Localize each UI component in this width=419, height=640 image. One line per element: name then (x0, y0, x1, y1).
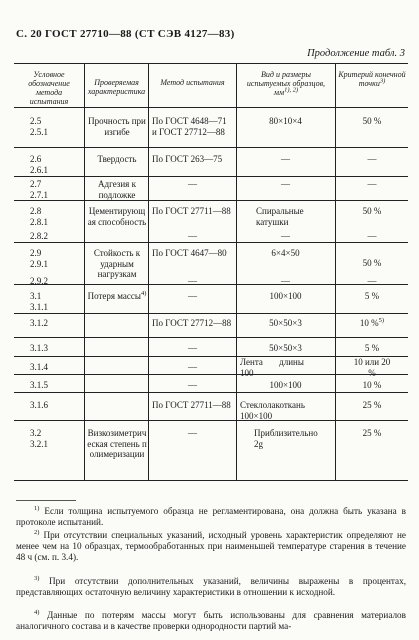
row-separator (14, 200, 408, 201)
footnote: $^{1)}$ Если толщина испытуемого образца не регламентирована, она должна быть указана в протоколе испытаний. (16, 504, 407, 527)
method-code-cell: 2.5 2.5.1 (30, 116, 48, 137)
column-header-characteristic: Проверяемая характеристика (87, 78, 146, 96)
row-separator (14, 356, 408, 357)
footnote: $^{2)}$ При отсутствии специальных указаний, исходный уровень характеристик определяют не менее чем на 10 образцах, термообработанных при наименьшей температуре старения в течение 48 ч (см. п. 3.4). (16, 528, 407, 562)
test-method-cell: — (188, 276, 197, 286)
column-header-end-point: Критерий конечной точки$^{3)}$ (338, 70, 406, 88)
row-separator (14, 337, 408, 338)
characteristic-cell: Визкозиметрическая степень полимеризации (87, 428, 147, 459)
sample-cell: Приблизительно 2g (254, 428, 318, 449)
sample-cell: Лента длины 100 (240, 357, 304, 378)
test-method-cell: — (188, 362, 197, 372)
test-method-cell: — (188, 231, 197, 241)
characteristic-cell: Прочность при изгибе (88, 116, 146, 137)
page-header: С. 20 ГОСТ 27710—88 (СТ СЭВ 4127—83) (16, 28, 235, 40)
method-code-cell: 2.8 2.8.1 (30, 206, 48, 227)
row-separator (14, 147, 408, 148)
table-continuation-label: Продолжение табл. 3 (307, 48, 405, 59)
method-code-cell: 3.1.3 (30, 343, 48, 353)
test-method-cell: — (188, 428, 197, 438)
column-divider (148, 63, 149, 480)
test-method-cell: По ГОСТ 27711—88 (152, 400, 231, 410)
end-point-cell: 10 или 20 % (353, 357, 391, 378)
column-header-method-code: Условное обозначение метода испытания (28, 70, 70, 106)
sample-cell: 100×100 (269, 380, 302, 390)
end-point-cell: 50 % (362, 258, 382, 268)
sample-cell: — (281, 179, 290, 189)
method-code-cell: 3.1.6 (30, 400, 48, 410)
column-divider (84, 63, 85, 480)
sample-cell: Стеклолакоткань 100×100 (240, 400, 305, 421)
end-point-cell: — (367, 154, 377, 164)
table-bottom-rule (14, 480, 408, 481)
sample-cell: 50×50×3 (269, 318, 302, 328)
characteristic-cell: Цементирующая способность (87, 206, 147, 227)
method-code-cell: 2.7 2.7.1 (30, 179, 48, 200)
row-separator (14, 374, 408, 375)
sample-cell: 80×10×4 (269, 116, 302, 126)
row-separator (14, 242, 408, 243)
test-method-cell: — (188, 179, 197, 189)
end-point-cell: 10 % (362, 380, 382, 390)
characteristic-cell: Потеря массы$^{4)}$ (87, 290, 147, 301)
end-point-cell: 10 %$^{5)}$ (359, 317, 385, 328)
method-code-cell: 3.1.4 (30, 362, 48, 372)
footnote: $^{3)}$ При отсутствии дополнительных указаний, величины выражены в процентах, представляющих остаточную величину характеристики в отношении к исходной. (16, 574, 406, 597)
method-code-cell: 3.2 3.2.1 (30, 428, 48, 449)
end-point-cell: 5 % (364, 343, 380, 353)
sample-cell: 50×50×3 (269, 343, 302, 353)
method-code-cell: 2.8.2 (30, 231, 48, 241)
row-separator (14, 420, 408, 421)
method-code-cell: 2.9.2 (30, 276, 48, 286)
method-code-cell: 3.1.2 (30, 318, 48, 328)
characteristic-cell: Адгезия к подложке (98, 179, 136, 200)
table-header-rule (14, 107, 408, 108)
column-header-sample-size: Вид и размеры испытуемых образцов, $мм^{1), 2)}$ (246, 70, 326, 97)
end-point-cell: 5 % (364, 291, 380, 301)
method-code-cell: 2.9 2.9.1 (30, 248, 48, 269)
test-method-cell: По ГОСТ 27712—88 (152, 318, 232, 328)
characteristic-cell: Стойкость к ударным нагрузкам (93, 248, 141, 279)
row-separator (14, 313, 408, 314)
sample-cell: — (281, 154, 290, 164)
test-method-cell: — (188, 291, 197, 301)
characteristic-cell: Твердость (97, 154, 137, 164)
end-point-cell: — (367, 179, 377, 189)
end-point-cell: — (367, 231, 377, 241)
column-header-test-method: Метод испытания (160, 78, 225, 87)
footnote-separator (16, 500, 76, 501)
row-separator (14, 176, 408, 177)
sample-cell: Спиральные катушки (256, 206, 304, 227)
sample-cell: 6×4×50 (271, 248, 300, 258)
end-point-cell: 50 % (362, 206, 382, 216)
test-method-cell: — (188, 343, 197, 353)
table-top-rule (14, 63, 408, 64)
row-separator (14, 392, 408, 393)
test-method-cell: По ГОСТ 4648—71 и ГОСТ 27712—88 (152, 116, 227, 137)
end-point-cell: — (367, 276, 377, 286)
end-point-cell: 25 % (362, 400, 382, 410)
end-point-cell: 25 % (362, 428, 382, 438)
test-method-cell: — (188, 380, 197, 390)
method-code-cell: 3.1 3.1.1 (30, 291, 48, 312)
sample-cell: — (281, 231, 290, 241)
test-method-cell: По ГОСТ 263—75 (152, 154, 223, 164)
sample-cell: — (281, 276, 290, 286)
method-code-cell: 3.1.5 (30, 380, 48, 390)
test-method-cell: По ГОСТ 27711—88 (152, 206, 231, 216)
sample-cell: 100×100 (269, 291, 302, 301)
footnote: $^{4)}$ Данные по потерям массы могут быть использованы для сравнения материалов аналогичного состава и в качестве проверки однородности партий ма- (16, 608, 406, 631)
end-point-cell: 50 % (362, 116, 382, 126)
test-method-cell: По ГОСТ 4647—80 (152, 248, 227, 258)
method-code-cell: 2.6 2.6.1 (30, 154, 48, 175)
